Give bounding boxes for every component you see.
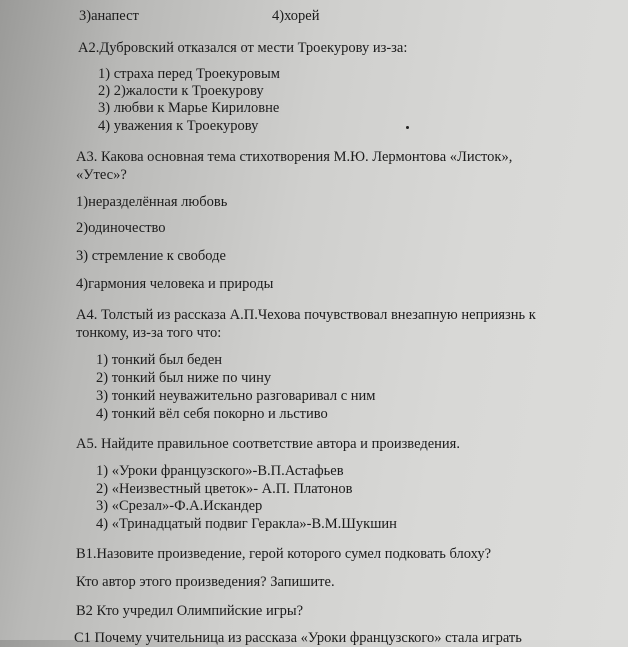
question-a4-line1: А4. Толстый из рассказа А.П.Чехова почувствовал внезапную неприязнь к [76,307,536,323]
question-b2: В2 Кто учредил Олимпийские игры? [76,603,304,619]
question-a4-line2: тонкому, из-за того что: [76,325,222,341]
a2-option-1: 1) страха перед Троекуровым [98,66,280,82]
question-b1-followup: Кто автор этого произведения? Запишите. [76,574,335,590]
a4-option-2: 2) тонкий был ниже по чину [96,370,272,386]
a4-option-4: 4) тонкий вёл себя покорно и льстиво [96,406,328,422]
question-b1: В1.Назовите произведение, герой которого сумел подковать блоху? [76,546,492,562]
answer-option-khorey: 4)хорей [272,8,320,24]
answer-option-anapest: 3)анапест [79,8,139,24]
a3-option-4: 4)гармония человека и природы [76,276,274,292]
question-a5: А5. Найдите правильное соответствие автора и произведения. [76,436,460,452]
question-a2: А2.Дубровский отказался от мести Троекурову из-за: [78,40,408,56]
ink-speck [406,126,409,129]
a4-option-1: 1) тонкий был беден [96,352,223,368]
a2-option-2: 2) 2)жалости к Троекурову [98,83,264,99]
a2-option-4: 4) уважения к Троекурову [98,118,259,134]
a5-option-4: 4) «Тринадцатый подвиг Геракла»-В.М.Шукшин [96,516,397,532]
a3-option-2: 2)одиночество [76,220,166,236]
question-a3-line1: А3. Какова основная тема стихотворения М.Ю. Лермонтова «Листок», [76,149,513,165]
a3-option-3: 3) стремление к свободе [76,248,226,264]
a5-option-1: 1) «Уроки французского»-В.П.Астафьев [96,463,344,479]
question-c1-cut-off: С1 Почему учительница из рассказа «Уроки французского» стала играть [74,630,522,646]
a5-option-2: 2) «Неизвестный цветок»- А.П. Платонов [96,481,353,497]
a2-option-3: 3) любви к Марье Кириловне [98,100,280,116]
question-a3-line2: «Утес»? [76,167,127,183]
a4-option-3: 3) тонкий неуважительно разговаривал с ним [96,388,376,404]
a5-option-3: 3) «Срезал»-Ф.А.Искандер [96,498,263,514]
a3-option-1: 1)неразделённая любовь [76,194,228,210]
